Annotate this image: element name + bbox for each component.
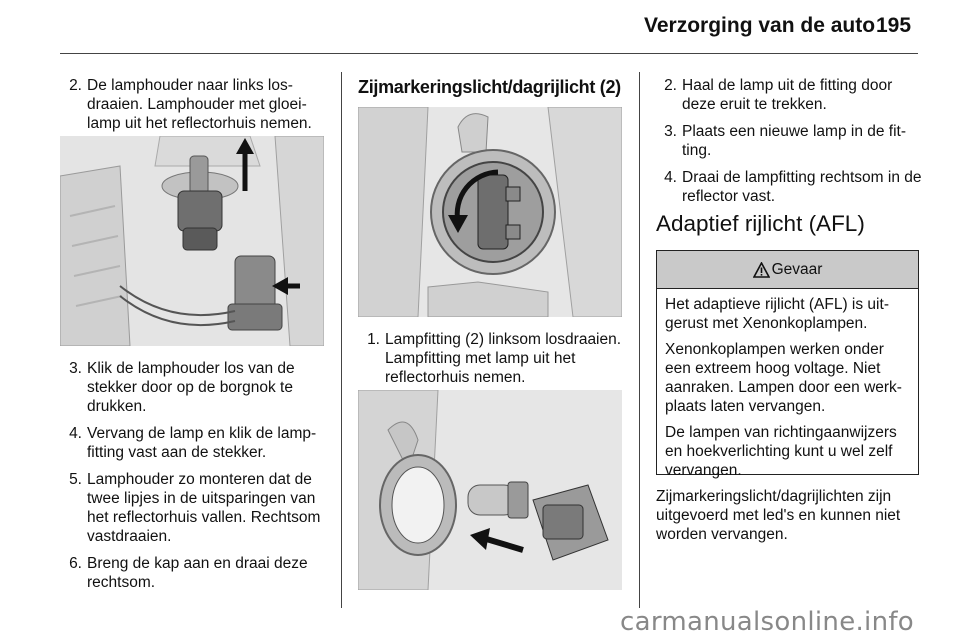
warning-triangle-icon <box>753 262 770 278</box>
watermark: carmanualsonline.info <box>620 607 915 637</box>
warning-paragraph: Het adaptieve rijlicht (AFL) is uitgerust met Xenonkoplampen. <box>665 296 889 332</box>
afl-note: Zijmarkeringslicht/dagrijlichten zijn uitgevoerd met led's en kunnen niet worden vervangen. <box>656 488 901 543</box>
left-column-steps-top <box>60 76 326 141</box>
right-column-steps <box>655 76 923 214</box>
step-number: 4. <box>664 169 677 186</box>
step-item <box>655 122 923 160</box>
step-item <box>60 424 326 462</box>
middle-column-steps <box>358 330 624 395</box>
step-number: 3. <box>69 360 82 377</box>
warning-paragraph: De lampen van richtingaanwijzers en hoekverlichting kunt u wel zelf vervangen. <box>665 424 897 479</box>
column-divider-right <box>639 72 640 608</box>
step-number: 3. <box>664 123 677 140</box>
section-heading-afl: Adaptief rijlicht (AFL) <box>656 211 865 236</box>
step-text: Klik de lamphouder los van de stekker door op de borgnok te drukken. <box>87 360 295 415</box>
warning-box <box>656 250 919 479</box>
step-item <box>60 359 326 416</box>
step-number: 2. <box>69 77 82 94</box>
step-number: 6. <box>69 555 82 572</box>
warning-title: Gevaar <box>771 260 823 278</box>
header-rule <box>60 53 918 54</box>
illustration-lamp-removal <box>358 390 622 590</box>
illustration-headlamp-bulb-holder <box>60 136 324 346</box>
step-number: 1. <box>367 331 380 348</box>
step-text: Lampfitting (2) linksom losdraaien. Lampfitting met lamp uit het reflectorhuis nemen. <box>385 331 622 386</box>
step-item <box>60 470 326 546</box>
step-item <box>358 330 624 387</box>
column-divider-left <box>341 72 342 608</box>
step-item <box>60 554 326 592</box>
section-heading-side-marker: Zijmarkeringslicht/dagrijlicht (2) <box>358 77 621 97</box>
step-number: 2. <box>664 77 677 94</box>
step-number: 4. <box>69 425 82 442</box>
step-item <box>60 76 326 133</box>
step-item <box>655 168 923 206</box>
step-number: 5. <box>69 471 82 488</box>
running-header-title: Verzorging van de auto <box>644 14 876 37</box>
warning-body <box>657 289 918 480</box>
step-text: Haal de lamp uit de fitting door deze eruit te trekken. <box>682 77 893 113</box>
step-text: Vervang de lamp en klik de lampfitting vast aan de stekker. <box>87 425 317 461</box>
left-column-steps-bottom <box>60 359 326 600</box>
step-text: Lamphouder zo monteren dat de twee lipjes in de uitsparingen van het reflectorhuis vallen. Rechtsom vastdraaien. <box>87 471 321 545</box>
step-item <box>655 76 923 114</box>
step-text: De lamphouder naar links losdraaien. Lamphouder met gloeilamp uit het reflectorhuis nemen. <box>87 77 312 132</box>
page-number: 195 <box>876 14 912 37</box>
step-text: Breng de kap aan en draai deze rechtsom. <box>87 555 308 591</box>
step-text: Plaats een nieuwe lamp in de fitting. <box>682 123 907 159</box>
warning-header <box>657 251 918 289</box>
step-text: Draai de lampfitting rechtsom in de reflector vast. <box>682 169 922 205</box>
illustration-marker-lamp-fitting <box>358 107 622 317</box>
warning-paragraph: Xenonkoplampen werken onder een extreem hoog voltage. Niet aanraken. Lampen door een werkplaats laten vervangen. <box>665 341 902 415</box>
